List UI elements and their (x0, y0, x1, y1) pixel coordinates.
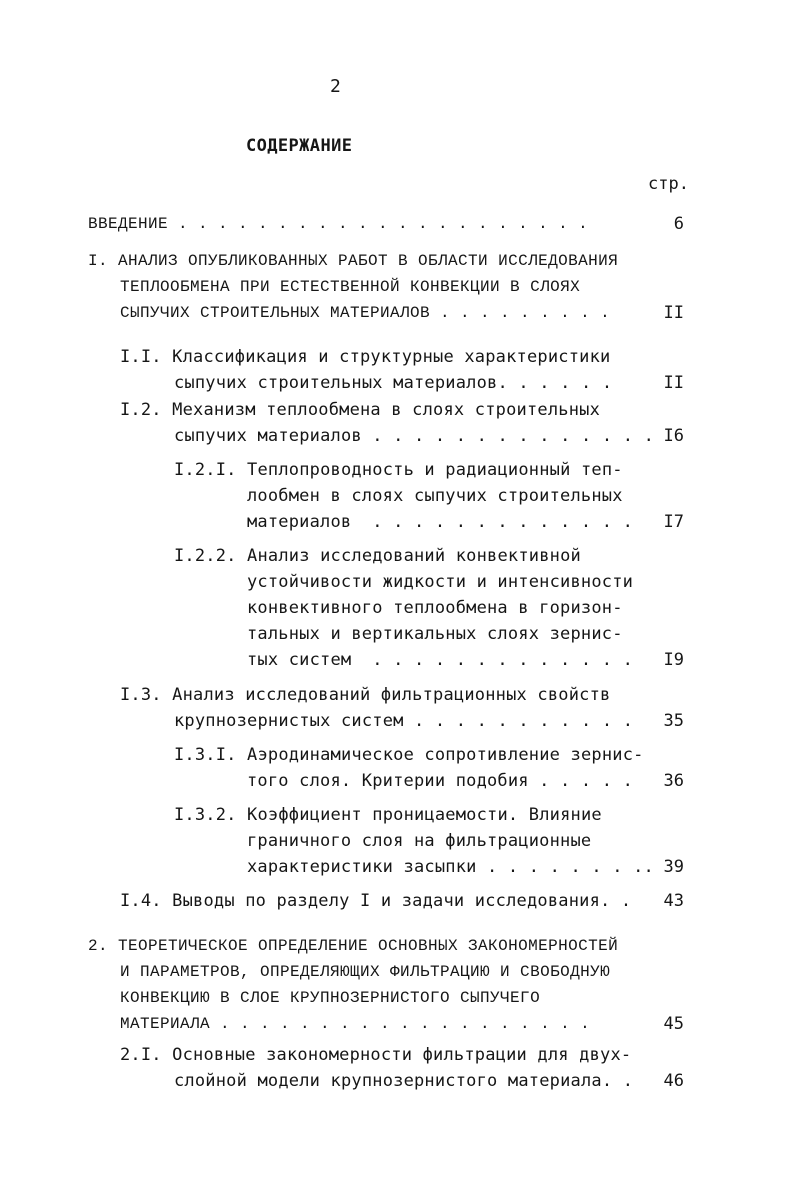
toc-entry-line: конвективного теплообмена в горизон- (247, 598, 623, 618)
toc-entry-line: лообмен в слоях сыпучих строительных (247, 486, 623, 506)
page-column-label: стр. (648, 174, 689, 194)
toc-entry-line: тальных и вертикальных слоях зернис- (247, 624, 623, 644)
toc-entry-line: ВВЕДЕНИЕ . . . . . . . . . . . . . . . . . . . . . (88, 215, 589, 233)
toc-entry-page: I6 (663, 426, 684, 446)
toc-entry-page: I9 (663, 650, 684, 670)
toc-entry-line: СЫПУЧИХ СТРОИТЕЛЬНЫХ МАТЕРИАЛОВ . . . . . . . . . (120, 304, 611, 322)
toc-entry-line: I.2.I. Теплопроводность и радиационный теп- (174, 460, 623, 480)
toc-entry-line: граничного слоя на фильтрационные (247, 831, 592, 851)
toc-entry-page: 35 (663, 711, 684, 731)
toc-entry-page: II (663, 303, 684, 323)
toc-entry-line: I.3. Анализ исследований фильтрационных свойств (120, 685, 611, 705)
toc-entry-line: I.I. Классификация и структурные характеристики (120, 347, 611, 367)
toc-entry-page: I7 (663, 512, 684, 532)
toc-title: СОДЕРЖАНИЕ (246, 136, 353, 156)
toc-entry-line: I. АНАЛИЗ ОПУБЛИКОВАННЫХ РАБОТ В ОБЛАСТИ ИССЛЕДОВАНИЯ (88, 252, 619, 270)
toc-entry-line: крупнозернистых систем . . . . . . . . . . . (174, 711, 634, 731)
toc-entry-line: тых систем . . . . . . . . . . . . . (247, 650, 634, 670)
page-number: 2 (330, 76, 341, 97)
toc-entry-line: ТЕПЛООБМЕНА ПРИ ЕСТЕСТВЕННОЙ КОНВЕКЦИИ В СЛОЯХ (120, 278, 581, 296)
toc-entry-line: устойчивости жидкости и интенсивности (247, 572, 634, 592)
toc-entry-line: характеристики засыпки . . . . . . . .. (247, 857, 654, 877)
toc-entry-line: сыпучих строительных материалов. . . . . . (174, 373, 613, 393)
toc-entry-page: 36 (663, 771, 684, 791)
toc-entry-page: 39 (663, 857, 684, 877)
toc-entry-page: 45 (663, 1014, 684, 1034)
toc-entry-line: I.3.2. Коэффициент проницаемости. Влияние (174, 805, 602, 825)
toc-entry-line: I.3.I. Аэродинамическое сопротивление зернис- (174, 745, 644, 765)
toc-entry-page: 43 (663, 891, 684, 911)
toc-entry-line: материалов . . . . . . . . . . . . . (247, 512, 634, 532)
toc-entry-line: МАТЕРИАЛА . . . . . . . . . . . . . . . . . . . (120, 1015, 591, 1033)
toc-entry-line: 2.I. Основные закономерности фильтрации для двух- (120, 1045, 632, 1065)
toc-entry-page: II (663, 373, 684, 393)
toc-entry-page: 46 (663, 1071, 684, 1091)
toc-entry-line: того слоя. Критерии подобия . . . . . (247, 771, 634, 791)
toc-entry-line: I.4. Выводы по разделу I и задачи исследования. . (120, 891, 632, 911)
toc-entry-line: I.2. Механизм теплообмена в слоях строительных (120, 400, 601, 420)
toc-entry-line: I.2.2. Анализ исследований конвективной (174, 546, 581, 566)
toc-entry-line: сыпучих материалов . . . . . . . . . . . . . . (174, 426, 655, 446)
toc-entry-line: 2. ТЕОРЕТИЧЕСКОЕ ОПРЕДЕЛЕНИЕ ОСНОВНЫХ ЗАКОНОМЕРНОСТЕЙ (88, 937, 619, 955)
toc-entry-line: И ПАРАМЕТРОВ, ОПРЕДЕЛЯЮЩИХ ФИЛЬТРАЦИЮ И СВОБОДНУЮ (120, 963, 611, 981)
toc-entry-line: слойной модели крупнозернистого материала. . (174, 1071, 634, 1091)
toc-entry-page: 6 (673, 214, 684, 234)
toc-entry-line: КОНВЕКЦИЮ В СЛОЕ КРУПНОЗЕРНИСТОГО СЫПУЧЕГО (120, 989, 541, 1007)
